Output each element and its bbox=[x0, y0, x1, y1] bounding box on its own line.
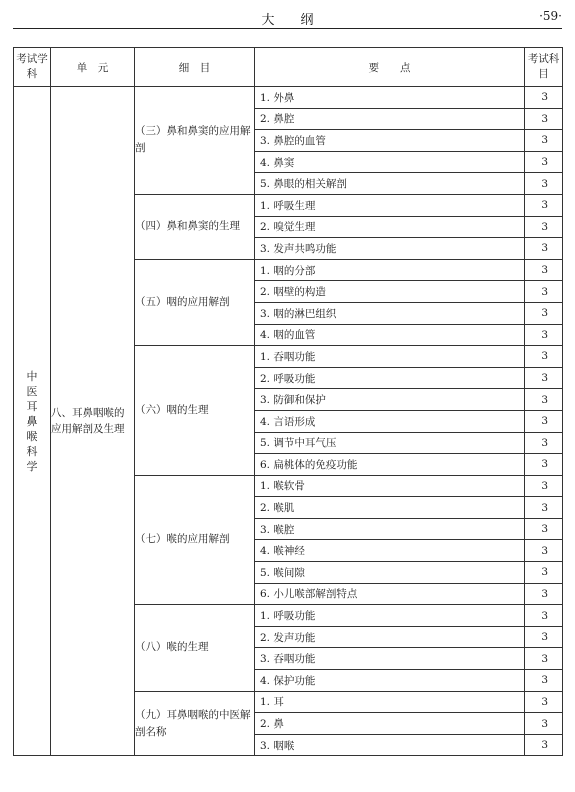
score-cell: 3 bbox=[525, 454, 563, 476]
score-cell: 3 bbox=[525, 562, 563, 584]
score-cell: 3 bbox=[525, 626, 563, 648]
point-cell: 3. 喉腔 bbox=[255, 518, 525, 540]
score-cell: 3 bbox=[525, 475, 563, 497]
page-number: ·59· bbox=[539, 9, 562, 23]
point-cell: 2. 咽壁的构造 bbox=[255, 281, 525, 303]
score-cell: 3 bbox=[525, 259, 563, 281]
subject-cell bbox=[14, 87, 51, 756]
point-cell: 4. 保护功能 bbox=[255, 670, 525, 692]
detail-cell: （四）鼻和鼻窦的生理 bbox=[135, 194, 255, 259]
score-cell: 3 bbox=[525, 324, 563, 346]
point-cell: 1. 呼吸生理 bbox=[255, 194, 525, 216]
score-cell: 3 bbox=[525, 497, 563, 519]
score-cell: 3 bbox=[525, 346, 563, 368]
score-cell: 3 bbox=[525, 583, 563, 605]
point-cell: 2. 发声功能 bbox=[255, 626, 525, 648]
score-cell: 3 bbox=[525, 605, 563, 627]
detail-cell: （五）咽的应用解剖 bbox=[135, 259, 255, 345]
unit-cell: 八、耳鼻咽喉的应用解剖及生理 bbox=[51, 87, 135, 756]
score-cell: 3 bbox=[525, 130, 563, 152]
score-cell: 3 bbox=[525, 670, 563, 692]
point-cell: 4. 鼻窦 bbox=[255, 151, 525, 173]
column-header-course: 考试科目 bbox=[525, 48, 563, 87]
score-cell: 3 bbox=[525, 540, 563, 562]
point-cell: 3. 发声共鸣功能 bbox=[255, 238, 525, 260]
point-cell: 3. 咽的淋巴组织 bbox=[255, 302, 525, 324]
score-cell: 3 bbox=[525, 302, 563, 324]
point-cell: 3. 咽喉 bbox=[255, 734, 525, 756]
point-cell: 2. 嗅觉生理 bbox=[255, 216, 525, 238]
point-cell: 3. 吞咽功能 bbox=[255, 648, 525, 670]
score-cell: 3 bbox=[525, 518, 563, 540]
score-cell: 3 bbox=[525, 691, 563, 713]
point-cell: 3. 防御和保护 bbox=[255, 389, 525, 411]
score-cell: 3 bbox=[525, 734, 563, 756]
point-cell: 2. 呼吸功能 bbox=[255, 367, 525, 389]
point-cell: 6. 小儿喉部解剖特点 bbox=[255, 583, 525, 605]
detail-cell: （六）咽的生理 bbox=[135, 346, 255, 476]
running-head bbox=[13, 6, 562, 29]
column-header-points: 要 点 bbox=[255, 48, 525, 87]
detail-cell: （九）耳鼻咽喉的中医解剖名称 bbox=[135, 691, 255, 756]
detail-cell: （八）喉的生理 bbox=[135, 605, 255, 691]
point-cell: 5. 调节中耳气压 bbox=[255, 432, 525, 454]
point-cell: 1. 外鼻 bbox=[255, 87, 525, 109]
column-header-unit: 单 元 bbox=[51, 48, 135, 87]
score-cell: 3 bbox=[525, 367, 563, 389]
point-cell: 6. 扁桃体的免疫功能 bbox=[255, 454, 525, 476]
subject-name: 中医耳鼻喉科学 bbox=[26, 369, 38, 473]
point-cell: 4. 言语形成 bbox=[255, 410, 525, 432]
score-cell: 3 bbox=[525, 87, 563, 109]
score-cell: 3 bbox=[525, 173, 563, 195]
point-cell: 5. 鼻眼的相关解剖 bbox=[255, 173, 525, 195]
score-cell: 3 bbox=[525, 108, 563, 130]
table-header-row bbox=[14, 48, 563, 87]
syllabus-table bbox=[13, 47, 563, 756]
detail-cell: （七）喉的应用解剖 bbox=[135, 475, 255, 605]
point-cell: 3. 鼻腔的血管 bbox=[255, 130, 525, 152]
column-header-subject: 考试学科 bbox=[14, 48, 51, 87]
point-cell: 4. 咽的血管 bbox=[255, 324, 525, 346]
point-cell: 1. 咽的分部 bbox=[255, 259, 525, 281]
point-cell: 1. 吞咽功能 bbox=[255, 346, 525, 368]
point-cell: 1. 耳 bbox=[255, 691, 525, 713]
column-header-detail: 细 目 bbox=[135, 48, 255, 87]
score-cell: 3 bbox=[525, 151, 563, 173]
detail-cell: （三）鼻和鼻窦的应用解剖 bbox=[135, 87, 255, 195]
score-cell: 3 bbox=[525, 216, 563, 238]
score-cell: 3 bbox=[525, 713, 563, 735]
score-cell: 3 bbox=[525, 389, 563, 411]
score-cell: 3 bbox=[525, 432, 563, 454]
point-cell: 4. 喉神经 bbox=[255, 540, 525, 562]
point-cell: 2. 鼻 bbox=[255, 713, 525, 735]
point-cell: 2. 喉肌 bbox=[255, 497, 525, 519]
score-cell: 3 bbox=[525, 281, 563, 303]
running-head-title: 大纲 bbox=[261, 13, 340, 28]
point-cell: 1. 喉软骨 bbox=[255, 475, 525, 497]
score-cell: 3 bbox=[525, 410, 563, 432]
score-cell: 3 bbox=[525, 194, 563, 216]
point-cell: 5. 喉间隙 bbox=[255, 562, 525, 584]
table-row bbox=[14, 87, 563, 109]
point-cell: 1. 呼吸功能 bbox=[255, 605, 525, 627]
score-cell: 3 bbox=[525, 648, 563, 670]
point-cell: 2. 鼻腔 bbox=[255, 108, 525, 130]
score-cell: 3 bbox=[525, 238, 563, 260]
